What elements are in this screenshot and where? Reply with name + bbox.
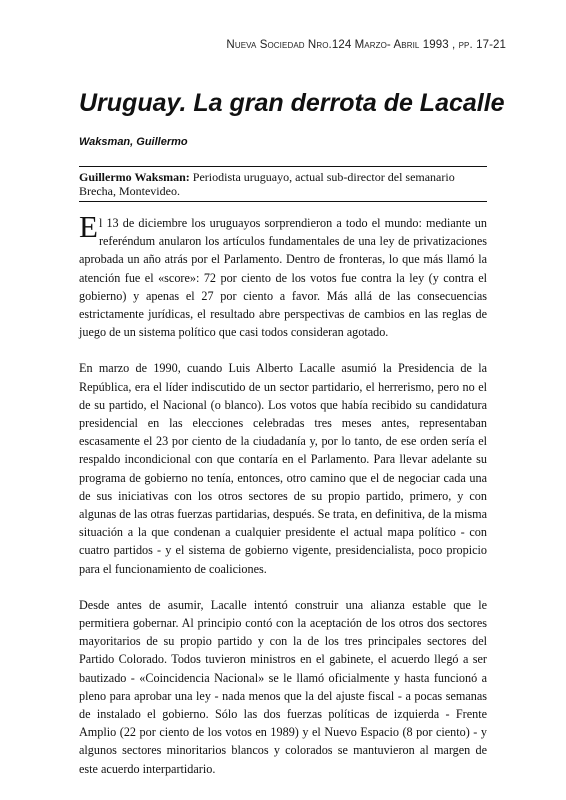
drop-cap: E [79,209,98,244]
bio-name: Guillermo Waksman: [79,170,190,184]
paragraph-2: En marzo de 1990, cuando Luis Alberto Lacalle asumió la Presidencia de la República, era el líder indiscutido de un sector partidario, el herrerismo, pero no el de su partido, el Nacional (o blanco). Los votos que había recibido su candidatura presidencial en las elecciones celebradas tres meses antes, representaban escasamente el 23 por ciento de la ciudadanía y, por lo tanto, de ese orden sería el respaldo incondicional con que contaría en el Parlamento. Para llevar adelante su programa de gobierno no tenía, entonces, otro camino que el de negociar cada una de sus iniciativas con los otros sectores de su propio partido, primero, y con algunas de las otras fuerzas partidarias, después. Se trata, en definitiva, de la misma situación a la que condenan a cualquier presidente el actual mapa político - con cuatro partidos - y el sistema de gobierno vigente, presidencialista, poco propicio para el funcionamiento de coaliciones. [79,361,487,576]
article-body [79,209,487,796]
bio-text: Periodista uruguayo, actual sub-director del semanario Brecha, Montevideo. [79,170,455,198]
author-bio [79,166,487,202]
article-title: Uruguay. La gran derrota de Lacalle [79,89,505,117]
paragraph-3: Desde antes de asumir, Lacalle intentó construir una alianza estable que le permitiera gobernar. Al principio contó con la aceptación de los otros dos sectores mayoritarios de su propio partido y con la de los tres principales sectores del Partido Colorado. Todos tuvieron ministros en el gabinete, el acuerdo llegó a ser bautizado - «Coincidencia Nacional» se le llamó oficialmente y hasta funcionó a pleno para aprobar una ley - nada menos que la del ajuste fiscal - a pocas semanas de instalado el gobierno. Sólo las dos fuerzas políticas de izquierda - Frente Amplio (22 por ciento de los votos en 1989) y el Nuevo Espacio (8 por ciento) - y algunos sectores minoritarios blancos y colorados se mantuvieron al margen de este acuerdo interpartidario. [79,597,487,776]
paragraph-1 [79,209,487,341]
running-head: Nueva Sociedad Nro.124 Marzo- Abril 1993 , pp. 17-21 [226,39,506,51]
paragraph-1-text: l 13 de diciembre los uruguayos sorprendieron a todo el mundo: mediante un referéndum anularon los artículos fundamentales de una ley de privatizaciones aprobada un año atrás por el Parlamento. Dentro de fronteras, lo que más llamó la atención fue el «score»: 72 por ciento de los votos fue contra la ley (y contra el gobierno) y apenas el 27 por ciento a favor. Más allá de las consecuencias estrictamente jurídicas, el resultado abre perspectivas de cambios en las reglas de juego de un sistema político que casi todos consideran agotado. [79,216,487,340]
article-author: Waksman, Guillermo [79,136,188,148]
